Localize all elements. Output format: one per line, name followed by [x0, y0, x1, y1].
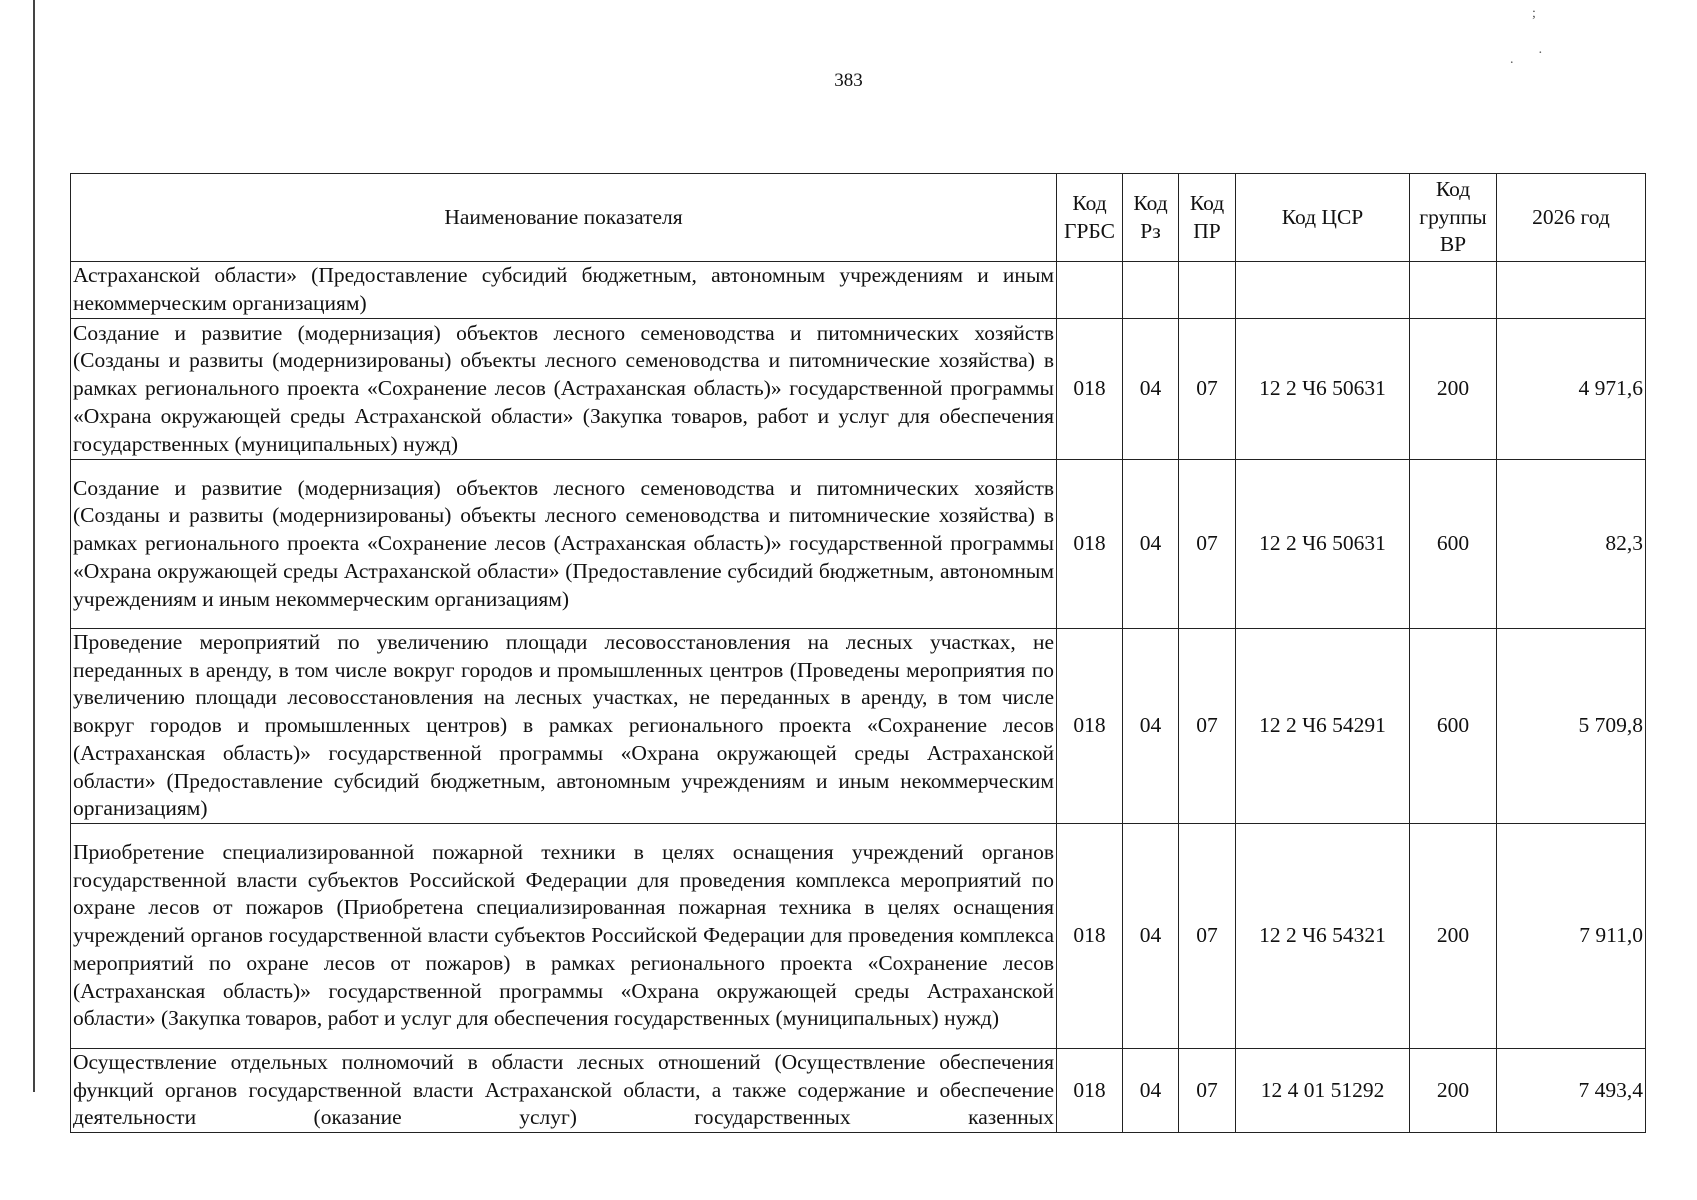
row-amount: 7 911,0	[1497, 824, 1646, 1049]
row-rz: 04	[1123, 1049, 1179, 1133]
row-vr: 200	[1410, 319, 1497, 460]
row-amount: 82,3	[1497, 460, 1646, 629]
row-name: Осуществление отдельных полномочий в области лесных отношений (Осуществление обеспечения функций органов государственной власти Астраханской области, а также содержание и обеспечение деятельности (оказание услуг) государственных казенных	[71, 1049, 1057, 1133]
row-vr: 200	[1410, 824, 1497, 1049]
row-pr: 07	[1179, 629, 1236, 824]
header-vr: Код группы ВР	[1410, 174, 1497, 262]
left-margin-rule	[33, 0, 35, 1092]
row-csr: 12 2 Ч6 50631	[1236, 319, 1410, 460]
row-rz: 04	[1123, 319, 1179, 460]
budget-table	[70, 173, 1646, 1133]
row-amount	[1497, 262, 1646, 319]
row-csr: 12 4 01 51292	[1236, 1049, 1410, 1133]
row-vr: 200	[1410, 1049, 1497, 1133]
row-grbs	[1057, 262, 1123, 319]
row-grbs: 018	[1057, 824, 1123, 1049]
row-amount: 5 709,8	[1497, 629, 1646, 824]
row-grbs: 018	[1057, 629, 1123, 824]
row-pr	[1179, 262, 1236, 319]
row-csr: 12 2 Ч6 54291	[1236, 629, 1410, 824]
row-grbs: 018	[1057, 460, 1123, 629]
row-pr: 07	[1179, 460, 1236, 629]
row-csr: 12 2 Ч6 50631	[1236, 460, 1410, 629]
header-year: 2026 год	[1497, 174, 1646, 262]
row-vr: 600	[1410, 629, 1497, 824]
row-pr: 07	[1179, 824, 1236, 1049]
row-csr: 12 2 Ч6 54321	[1236, 824, 1410, 1049]
row-vr: 600	[1410, 460, 1497, 629]
row-name: Создание и развитие (модернизация) объектов лесного семеноводства и питомнических хозяйств (Созданы и развиты (модернизированы) объекты лесного семеноводства и питомнические хозяйства) в рамках регионального проекта «Сохранение лесов (Астраханская область)» государственной программы «Охрана окружающей среды Астраханской области» (Закупка товаров, работ и услуг для обеспечения государственных (муниципальных) нужд)	[71, 319, 1057, 460]
table-row	[71, 824, 1646, 1049]
row-rz: 04	[1123, 824, 1179, 1049]
table-header-row	[71, 174, 1646, 262]
row-amount: 7 493,4	[1497, 1049, 1646, 1133]
row-name: Проведение мероприятий по увеличению площади лесовосстановления на лесных участках, не переданных в аренду, в том числе вокруг городов и промышленных центров (Проведены мероприятия по увеличению площади лесовосстановления на лесных участках, не переданных в аренду, в том числе вокруг городов и промышленных центров) в рамках регионального проекта «Сохранение лесов (Астраханская область)» государственной программы «Охрана окружающей среды Астраханской области» (Предоставление субсидий бюджетным, автономным учреждениям и иным некоммерческим организациям)	[71, 629, 1057, 824]
header-grbs: Код ГРБС	[1057, 174, 1123, 262]
header-name: Наименование показателя	[71, 174, 1057, 262]
header-rz: Код Рз	[1123, 174, 1179, 262]
table-row	[71, 460, 1646, 629]
scan-speck: ;	[1532, 6, 1536, 21]
header-csr: Код ЦСР	[1236, 174, 1410, 262]
row-csr	[1236, 262, 1410, 319]
row-name: Создание и развитие (модернизация) объектов лесного семеноводства и питомнических хозяйств (Созданы и развиты (модернизированы) объекты лесного семеноводства и питомнические хозяйства) в рамках регионального проекта «Сохранение лесов (Астраханская область)» государственной программы «Охрана окружающей среды Астраханской области» (Предоставление субсидий бюджетным, автономным учреждениям и иным некоммерческим организациям)	[71, 460, 1057, 629]
row-rz: 04	[1123, 460, 1179, 629]
table-row	[71, 319, 1646, 460]
scan-speck: ·	[1538, 46, 1543, 61]
row-grbs: 018	[1057, 319, 1123, 460]
row-grbs: 018	[1057, 1049, 1123, 1133]
row-rz	[1123, 262, 1179, 319]
page-number: 383	[834, 70, 863, 91]
header-pr: Код ПР	[1179, 174, 1236, 262]
row-name: Астраханской области» (Предоставление субсидий бюджетным, автономным учреждениям и иным некоммерческим организациям)	[71, 262, 1057, 319]
row-vr	[1410, 262, 1497, 319]
row-rz: 04	[1123, 629, 1179, 824]
table-row	[71, 1049, 1646, 1133]
table-row	[71, 262, 1646, 319]
row-pr: 07	[1179, 1049, 1236, 1133]
row-amount: 4 971,6	[1497, 319, 1646, 460]
row-pr: 07	[1179, 319, 1236, 460]
table-row	[71, 629, 1646, 824]
scan-speck: .	[1510, 52, 1514, 67]
row-name: Приобретение специализированной пожарной техники в целях оснащения учреждений органов государственной власти субъектов Российской Федерации для проведения комплекса мероприятий по охране лесов от пожаров (Приобретена специализированная пожарная техника в целях оснащения учреждений органов государственной власти субъектов Российской Федерации для проведения комплекса мероприятий по охране лесов от пожаров) в рамках регионального проекта «Сохранение лесов (Астраханская область)» государственной программы «Охрана окружающей среды Астраханской области» (Закупка товаров, работ и услуг для обеспечения государственных (муниципальных) нужд)	[71, 824, 1057, 1049]
